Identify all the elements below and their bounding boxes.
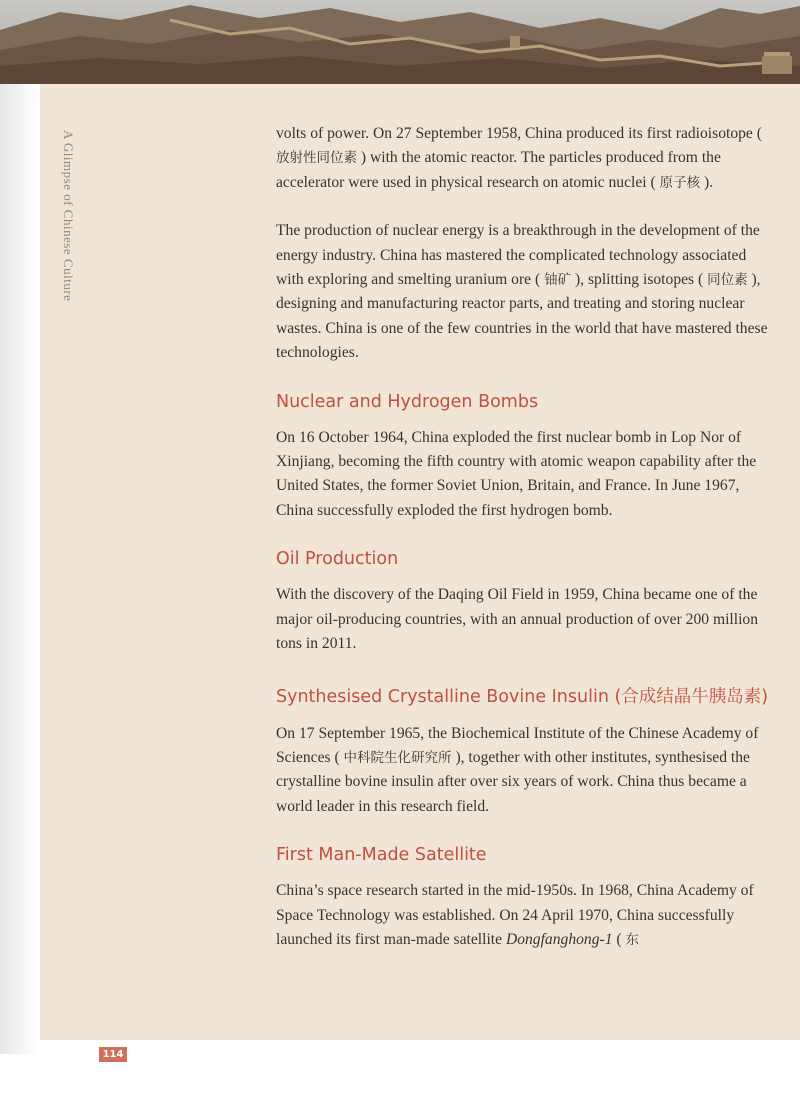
- article-body: [276, 122, 776, 952]
- paragraph: On 17 September 1965, the Biochemical Institute of the Chinese Academy of Sciences ( 中科院生化研究所 ), together with other institutes, synthesised the crystalline bovine insulin after over six years of work. China thus became a world leader in this research field.: [276, 724, 759, 815]
- paragraph: China’s space research started in the mid-1950s. In 1968, China Academy of Space Technology was established. On 24 April 1970, China successfully launched its first man-made satellite Dongfanghong-1 ( 东: [276, 882, 754, 948]
- paragraph: On 16 October 1964, China exploded the first nuclear bomb in Lop Nor of Xinjiang, becoming the fifth country with atomic weapon capability after the United States, the former Soviet Union, Britain, and France. In June 1967, China successfully exploded the first hydrogen bomb.: [276, 428, 757, 519]
- paragraph: volts of power. On 27 September 1958, China produced its first radioisotope ( 放射性同位素 ) with the atomic reactor. The particles produced from the accelerator were used in physical research on atomic nuclei ( 原子核 ).: [276, 125, 762, 191]
- section-heading: Synthesised Crystalline Bovine Insulin (合成结晶牛胰岛素): [276, 686, 769, 707]
- page-number-badge: 114: [99, 1047, 127, 1062]
- running-side-title: A Glimpse of Chinese Culture: [61, 130, 76, 302]
- section-heading: First Man-Made Satellite: [276, 845, 487, 866]
- section-heading: Oil Production: [276, 549, 399, 570]
- section-heading: Nuclear and Hydrogen Bombs: [276, 391, 539, 412]
- great-wall-illustration: [0, 0, 800, 84]
- page-gutter: [0, 84, 40, 1054]
- paragraph: With the discovery of the Daqing Oil Field in 1959, China became one of the major oil-producing countries, with an annual production of over 200 million tons in 2011.: [276, 586, 759, 653]
- paragraph: The production of nuclear energy is a breakthrough in the development of the energy industry. China has mastered the complicated technology associated with exploring and smelting uranium ore ( 铀矿 ), splitting isotopes ( 同位素 ), designing and manufacturing reactor parts, and treating and storing nuclear wastes. China is one of the few countries in the world that have mastered these technologies.: [276, 222, 768, 362]
- great-wall-banner: [0, 0, 800, 84]
